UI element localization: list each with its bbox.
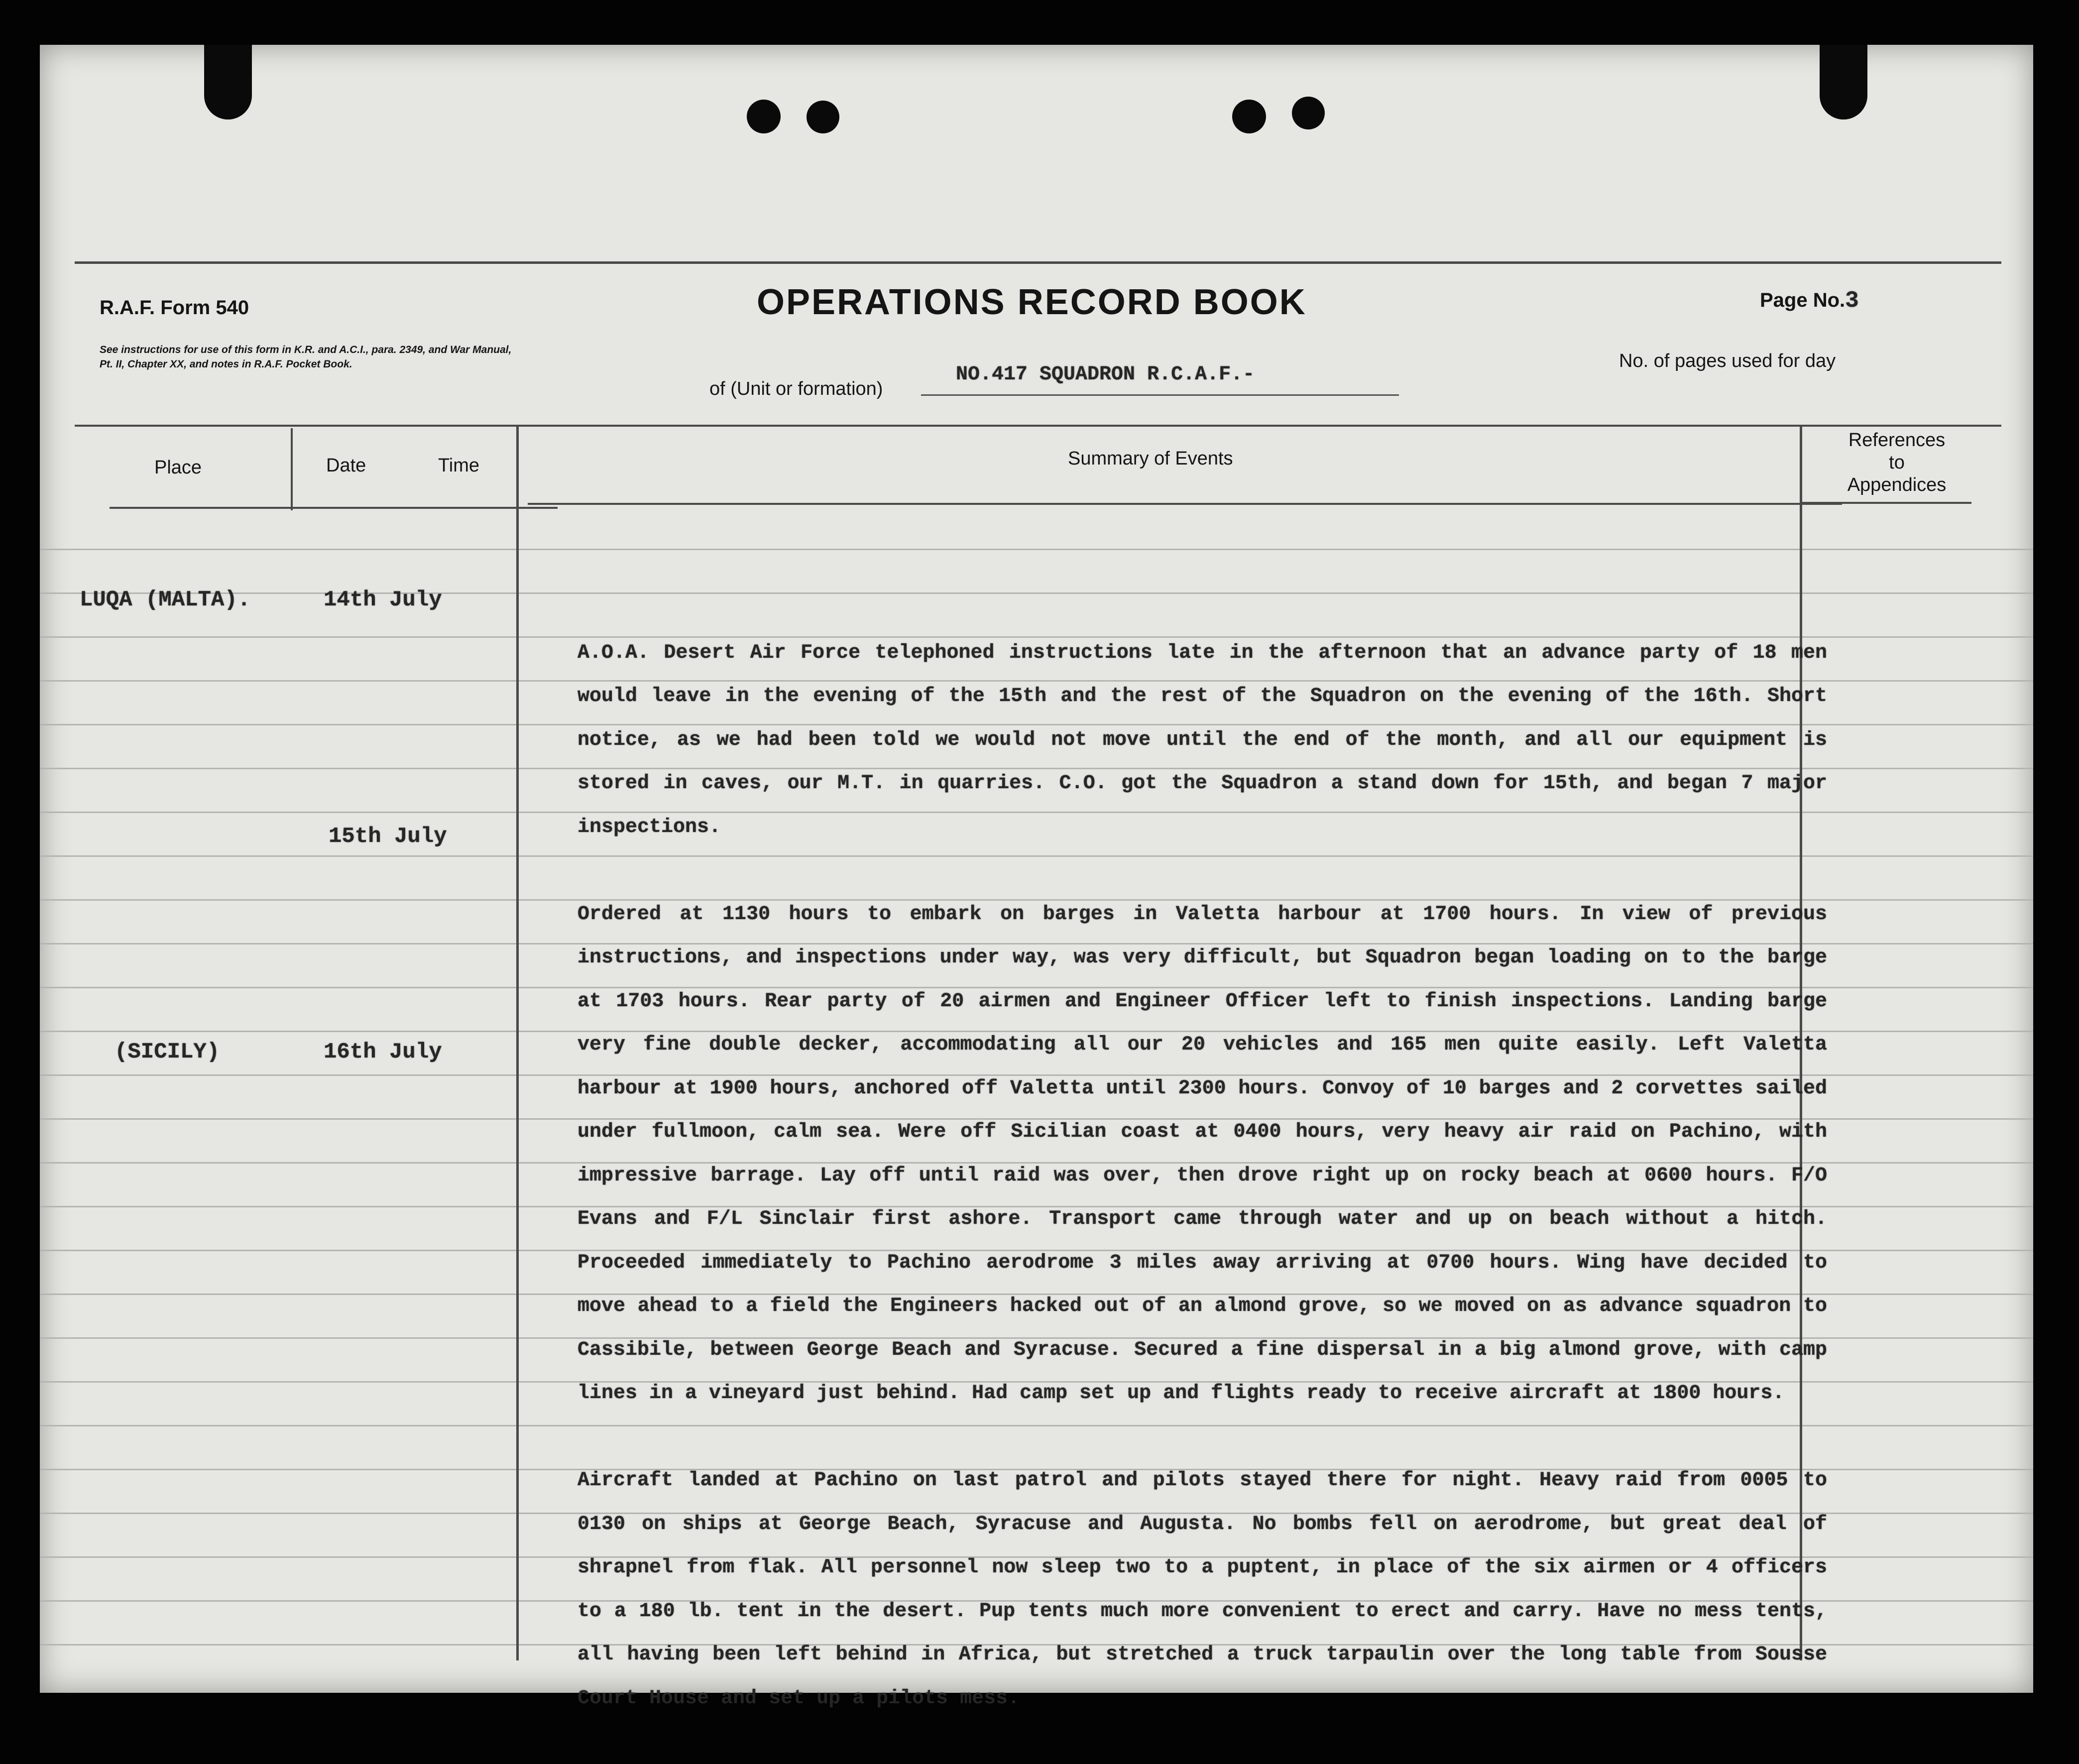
summary-paragraph: Aircraft landed at Pachino on last patrol and pilots stayed there for night. Heavy raid from 0005 to 0130 on ships at George Beach, Syracuse and Augusta. No bombs fell on aerodrome, but great deal of shrapnel from flak. All personnel now sleep two to a puptent, in place of the six airmen or 4 officers to a 180 lb. tent in the desert. Pup tents much more convenient to erect and carry. Have no mess tents, all having been left behind in Africa, but stretched a truck tarpaulin over the long table from Sousse Court House and set up a pilots mess. — [578, 1469, 1827, 1710]
form-number: R.A.F. Form 540 — [100, 297, 249, 319]
column-header-date: Date — [326, 455, 366, 476]
column-header-time: Time — [438, 455, 480, 476]
date-entry: 14th July — [324, 588, 442, 612]
references-line-2: to — [1889, 452, 1905, 473]
punch-hole — [747, 100, 781, 133]
date-divider — [291, 428, 293, 510]
punch-hole — [807, 101, 839, 133]
header-rule — [75, 425, 2001, 427]
summary-paragraph: A.O.A. Desert Air Force telephoned instructions late in the afternoon that an advance party of 18 men would leave in the evening of the 15th and the rest of the Squadron on the evening of the 16th. Short notice, as we had been told we would not move until the end of the month, and all our equipment is stored in caves, our M.T. in quarries. C.O. got the Squadron a stand down for 15th, and began 7 major inspections. — [578, 641, 1827, 838]
page-label: Page No. — [1760, 289, 1846, 311]
unit-underline — [921, 394, 1399, 396]
page-number-label — [1760, 288, 1859, 314]
binder-hole-right — [1820, 45, 1867, 119]
page-title: OPERATIONS RECORD BOOK — [757, 282, 1307, 322]
punch-hole — [1232, 100, 1266, 133]
column-header-references — [1812, 429, 1981, 496]
references-line-1: References — [1848, 430, 1946, 451]
summary-paragraph: Ordered at 1130 hours to embark on barges in Valetta harbour at 1700 hours. In view of previous instructions, and inspections under way, was very difficult, but Squadron began loading on to the barge at 1703 hours. Rear party of 20 airmen and Engineer Officer left to finish inspections. Landing barge very fine double decker, accommodating all our 20 vehicles and 165 men quite easily. Left Valetta harbour at 1900 hours, anchored off Valetta until 2300 hours. Convoy of 10 barges and 2 corvettes sailed under fullmoon, calm sea. Were off Sicilian coast at 0400 hours, very heavy air raid on Pachino, with impressive barrage. Lay off until raid was over, then drove right up on rocky beach at 0600 hours. F/O Evans and F/L Sinclair first ashore. Transport came through water and up on beach without a hitch. Proceeded immediately to Pachino aerodrome 3 miles away arriving at 0700 hours. Wing have decided to move ahead to a field the Engineers hacked out of an almond grove, so we moved on as advance squadron to Cassibile, between George Beach and Syracuse. Secured a fine dispersal in a big almond grove, with camp lines in a vineyard just behind. Had camp set up and flights ready to receive aircraft at 1800 hours. — [578, 903, 1827, 1405]
date-entry: 16th July — [324, 1040, 442, 1064]
page-number: 3 — [1845, 288, 1859, 314]
form-sheet — [40, 45, 2033, 1710]
header-underline-summary — [528, 503, 1842, 505]
place-entry: LUQA (MALTA). — [80, 588, 251, 612]
date-entry: 15th July — [329, 824, 447, 849]
place-entry: (SICILY) — [115, 1040, 220, 1064]
pages-used-label: No. of pages used for day — [1619, 351, 1836, 371]
column-header-place: Place — [154, 457, 202, 478]
binder-hole-left — [204, 45, 252, 119]
unit-label: of (Unit or formation) — [709, 378, 883, 399]
punch-hole — [1292, 97, 1325, 129]
top-rule — [75, 261, 2001, 264]
ruled-line — [40, 549, 2033, 550]
form-instructions: See instructions for use of this form in K.R. and A.C.I., para. 2349, and War Manual, Pt. II, Chapter XX, and notes in R.A.F. Pocket Book. — [100, 344, 512, 370]
summary-of-events — [578, 588, 1827, 1764]
unit-value: NO.417 SQUADRON R.C.A.F.- — [956, 363, 1255, 386]
header-underline-left — [110, 507, 558, 509]
summary-left-border — [516, 426, 519, 1660]
header-underline-refs — [1802, 502, 1971, 504]
column-header-summary: Summary of Events — [1068, 448, 1233, 469]
references-line-3: Appendices — [1847, 474, 1947, 495]
